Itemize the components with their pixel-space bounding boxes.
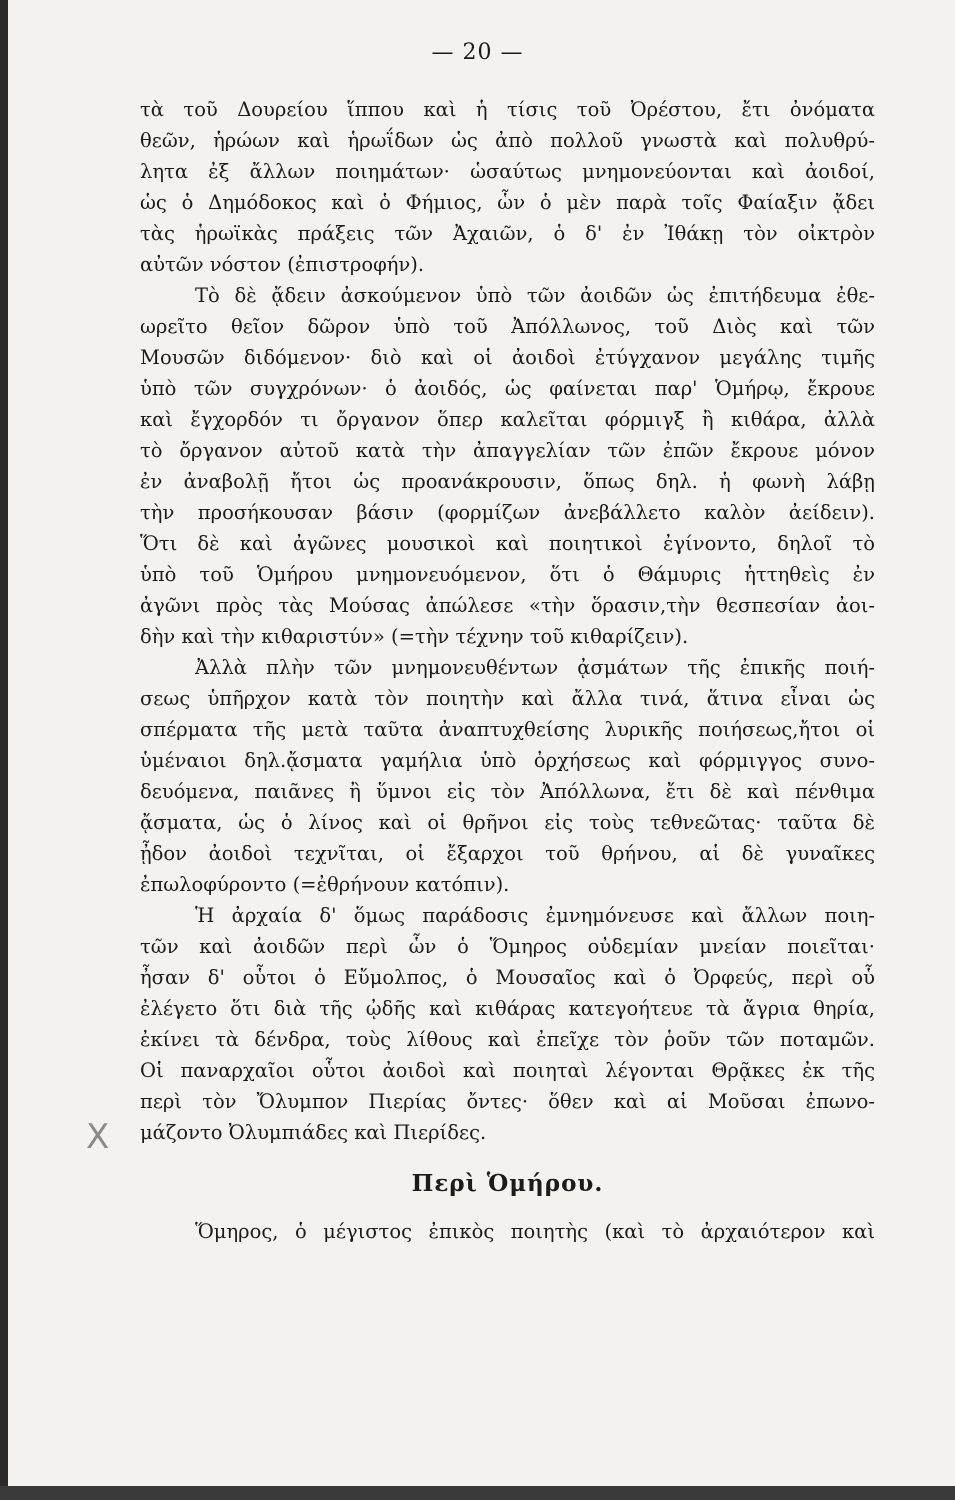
text-line: ᾖδον ἀοιδοὶ τεχνῖται, οἱ ἔξαρχοι τοῦ θρήνου, αἱ δὲ γυναῖκες — [140, 842, 875, 865]
margin-mark: X — [86, 1117, 110, 1157]
text-line: τὸ ὄργανον αὐτοῦ κατὰ τὴν ἀπαγγελίαν τῶν ἐπῶν ἔκρουε μόνον — [140, 439, 875, 462]
text-line: δὴν καὶ τὴν κιθαριστύν» (=τὴν τέχνην τοῦ κιθαρίζειν). — [140, 625, 689, 648]
text-line: δευόμενα, παιᾶνες ἢ ὕμνοι εἰς τὸν Ἀπόλλωνα, ἔτι δὲ καὶ πένθιμα — [140, 780, 875, 803]
text-line: ἐκίνει τὰ δένδρα, τοὺς λίθους καὶ ἐπεῖχε τὸν ῥοῦν τῶν ποταμῶν. — [140, 1028, 875, 1051]
text-line: μάζοντο Ὀλυμπιάδες καὶ Πιερίδες. — [140, 1121, 487, 1144]
page-body — [140, 94, 875, 1247]
page-number: — 20 — — [431, 40, 524, 65]
section-title: Περὶ Ὁμήρου. — [411, 1170, 604, 1197]
text-line: Μουσῶν διδόμενον· διὸ καὶ οἱ ἀοιδοὶ ἐτύγχανον μεγάλης τιμῆς — [140, 346, 875, 369]
text-line: τὰ τοῦ Δουρείου ἵππου καὶ ἡ τίσις τοῦ Ὀρέστου, ἔτι ὀνόματα — [140, 98, 875, 121]
text-line: περὶ τὸν Ὄλυμπον Πιερίας ὄντες· ὅθεν καὶ αἱ Μοῦσαι ἐπωνο- — [140, 1090, 875, 1113]
text-line: λητα ἐξ ἄλλων ποιημάτων· ὡσαύτως μνημονεύονται καὶ ἀοιδοί, — [140, 160, 875, 183]
text-line: τὴν προσήκουσαν βάσιν (φορμίζων ἀνεβάλλετο καλὸν ἀείδειν). — [140, 501, 875, 524]
text-line: ὡς ὁ Δημόδοκος καὶ ὁ Φήμιος, ὧν ὁ μὲν παρὰ τοῖς Φαίαξιν ᾄδει — [140, 191, 875, 214]
text-line: ᾄσματα, ὡς ὁ λίνος καὶ οἱ θρῆνοι εἰς τοὺς τεθνεῶτας· ταῦτα δὲ — [140, 811, 875, 834]
text-line: Ὅτι δὲ καὶ ἀγῶνες μουσικοὶ καὶ ποιητικοὶ ἐγίνοντο, δηλοῖ τὸ — [140, 532, 875, 555]
text-line: ἐπωλοφύροντο (=ἐθρήνουν κατόπιν). — [140, 873, 510, 896]
text-line: αὐτῶν νόστον (ἐπιστροφήν). — [140, 253, 425, 276]
text-line: Τὸ δὲ ᾄδειν ἀσκούμενον ὑπὸ τῶν ἀοιδῶν ὡς ἐπιτήδευμα ἐθε- — [195, 284, 875, 307]
text-line: ωρεῖτο θεῖον δῶρον ὑπὸ τοῦ Ἀπόλλωνος, τοῦ Διὸς καὶ τῶν — [140, 315, 875, 338]
text-line: ὑπὸ τοῦ Ὁμήρου μνημονευόμενον, ὅτι ὁ Θάμυρις ἡττηθεὶς ἐν — [140, 563, 875, 586]
text-line: Ἡ ἀρχαία δ' ὅμως παράδοσις ἐμνημόνευσε καὶ ἄλλων ποιη- — [195, 904, 875, 927]
text-line: τὰς ἡρωϊκὰς πράξεις τῶν Ἀχαιῶν, ὁ δ' ἐν Ἰθάκῃ τὸν οἰκτρὸν — [140, 222, 875, 245]
text-line: καὶ ἔγχορδόν τι ὄργανον ὅπερ καλεῖται φόρμιγξ ἢ κιθάρα, ἀλλὰ — [140, 408, 875, 431]
text-line: σπέρματα τῆς μετὰ ταῦτα ἀναπτυχθείσης λυρικῆς ποιήσεως,ἤτοι οἱ — [140, 718, 875, 741]
text-line: ἐν ἀναβολῇ ἤτοι ὡς προανάκρουσιν, ὅπως δηλ. ἡ φωνὴ λάβῃ — [140, 470, 875, 493]
text-line: σεως ὑπῆρχον κατὰ τὸν ποιητὴν καὶ ἄλλα τινά, ἅτινα εἶναι ὡς — [140, 687, 875, 710]
text-line: τῶν καὶ ἀοιδῶν περὶ ὧν ὁ Ὅμηρος οὐδεμίαν μνείαν ποιεῖται· — [140, 935, 875, 958]
scan-left-edge — [0, 0, 8, 1500]
text-line: Ὅμηρος, ὁ μέγιστος ἐπικὸς ποιητὴς (καὶ τὸ ἀρχαιότερον καὶ — [195, 1220, 875, 1243]
text-line: ἦσαν δ' οὗτοι ὁ Εὔμολπος, ὁ Μουσαῖος καὶ ὁ Ὀρφεύς, περὶ οὗ — [140, 966, 875, 989]
text-line: θεῶν, ἡρώων καὶ ἡρωΐδων ὡς ἀπὸ πολλοῦ γνωστὰ καὶ πολυθρύ- — [140, 129, 875, 152]
text-line: ὑμέναιοι δηλ.ᾄσματα γαμήλια ὑπὸ ὀρχήσεως καὶ φόρμιγγος συνο- — [140, 749, 875, 772]
text-line: ἀγῶνι πρὸς τὰς Μούσας ἀπώλεσε «τὴν ὅρασιν,τὴν θεσπεσίαν ἀοι- — [140, 594, 875, 617]
text-line: ἐλέγετο ὅτι διὰ τῆς ᾠδῆς καὶ κιθάρας κατεγοήτευε τὰ ἄγρια θηρία, — [140, 997, 875, 1020]
text-line: Ἀλλὰ πλὴν τῶν μνημονευθέντων ᾀσμάτων τῆς ἐπικῆς ποιή- — [195, 656, 875, 679]
scan-bottom-edge — [0, 1486, 955, 1500]
text-line: Οἱ παναρχαῖοι οὗτοι ἀοιδοὶ καὶ ποιηταὶ λέγονται Θρᾷκες ἐκ τῆς — [140, 1059, 875, 1082]
text-line: ὑπὸ τῶν συγχρόνων· ὁ ἀοιδός, ὡς φαίνεται παρ' Ὁμήρῳ, ἔκρουε — [140, 377, 875, 400]
